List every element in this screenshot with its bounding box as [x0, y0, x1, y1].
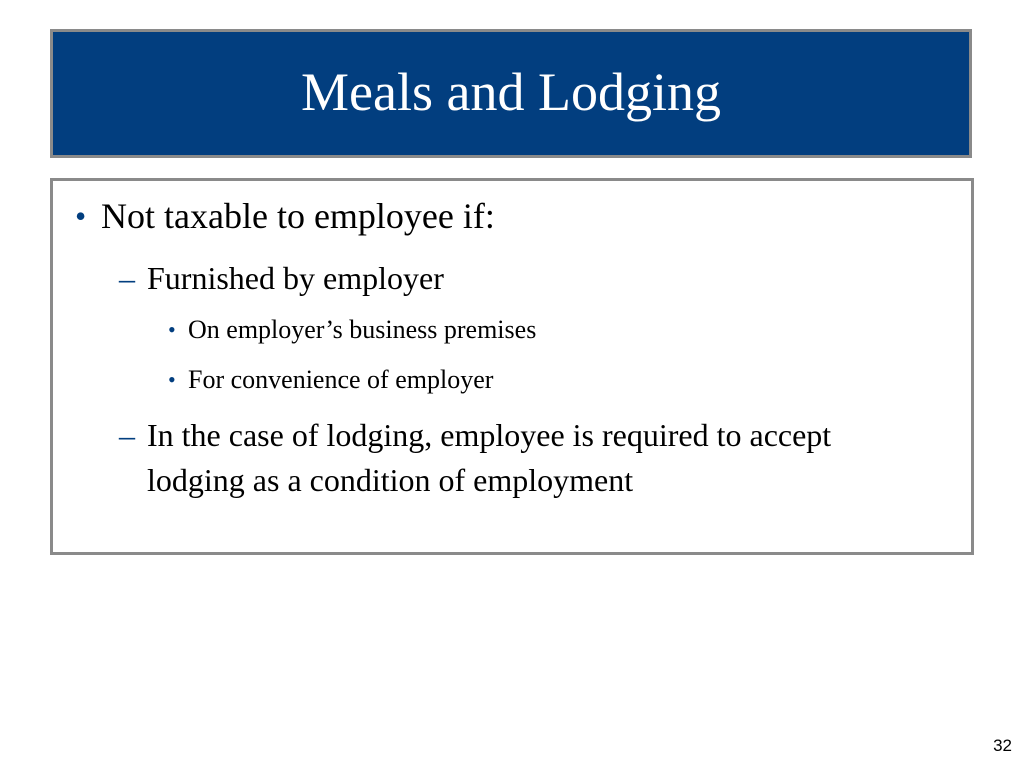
bullet-marker: • — [75, 198, 87, 234]
bullet-marker: • — [168, 367, 176, 392]
content-box — [50, 178, 974, 555]
dash-marker: – — [119, 260, 135, 296]
slide-title: Meals and Lodging — [301, 61, 721, 122]
bullet-text: In the case of lodging, employee is required to accept lodging as a condition of employment — [147, 417, 832, 498]
page-number: 32 — [993, 736, 1012, 755]
bullet-text: For convenience of employer — [188, 365, 494, 394]
dash-marker: – — [119, 417, 135, 453]
bullet-text: Not taxable to employee if: — [101, 196, 495, 236]
bullet-text: Furnished by employer — [147, 260, 444, 296]
bullet-marker: • — [168, 317, 176, 342]
bullet-text: On employer’s business premises — [188, 315, 537, 344]
title-banner — [50, 29, 972, 158]
